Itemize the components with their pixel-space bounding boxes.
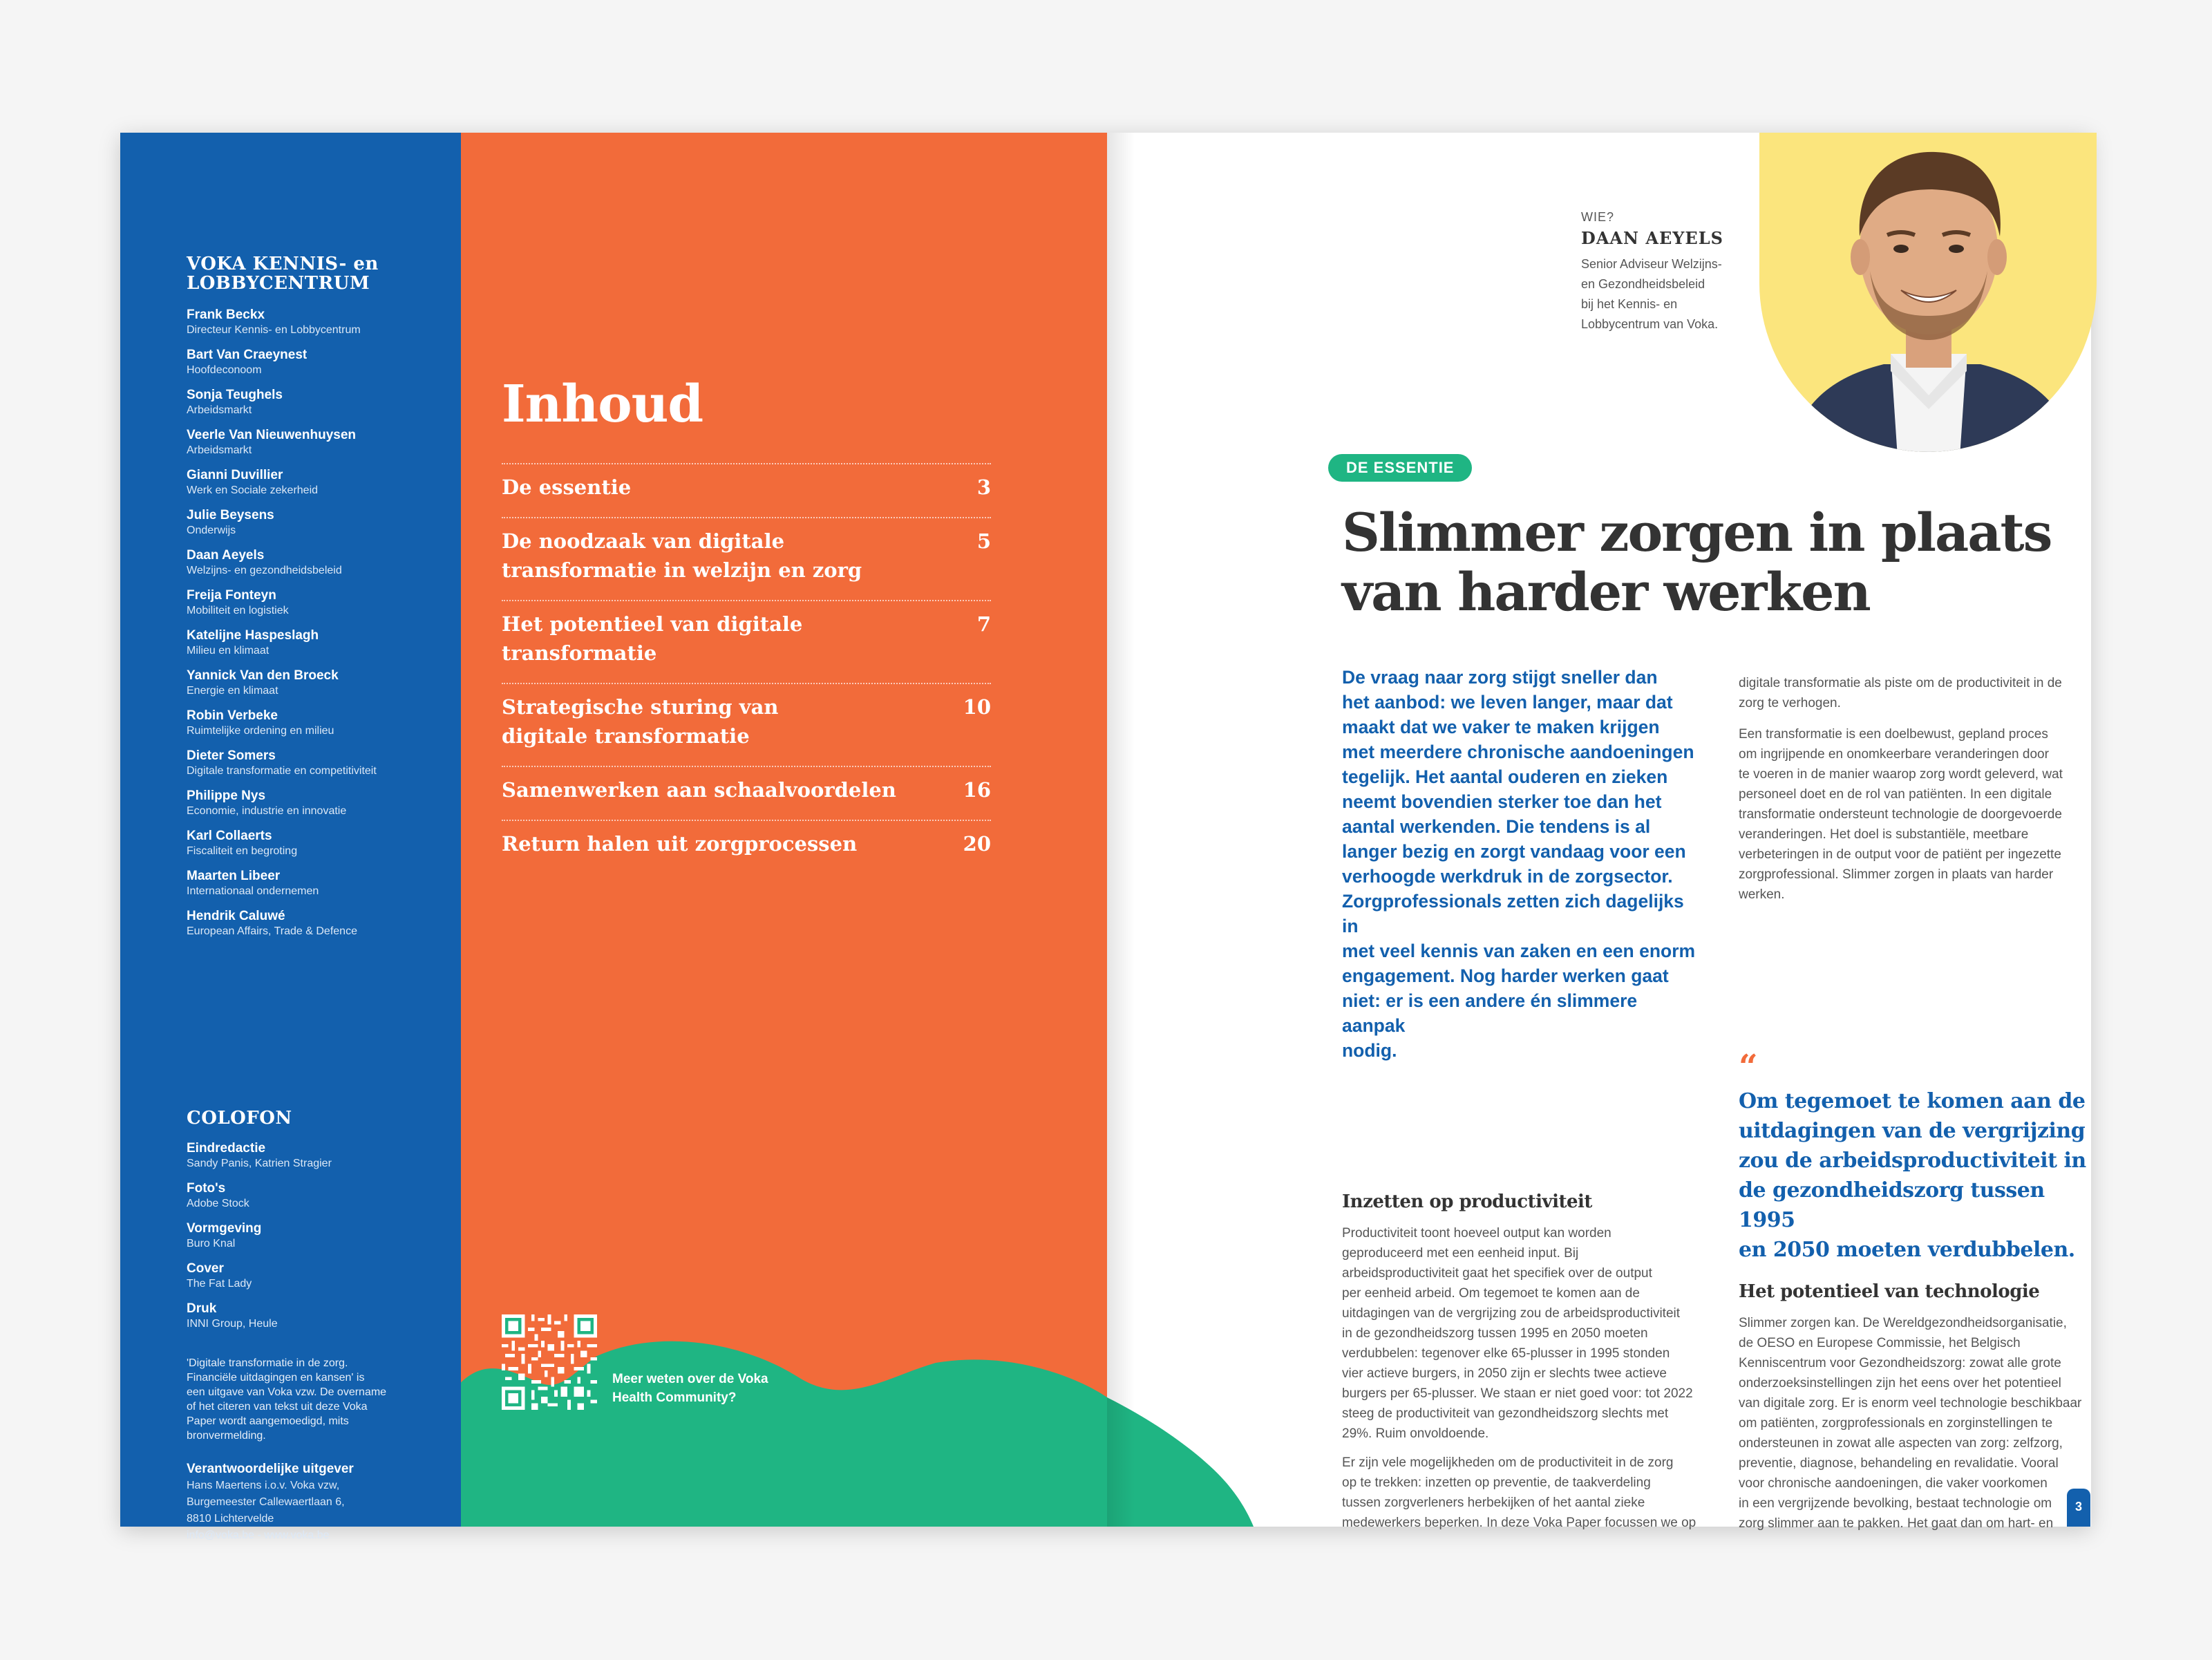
toc-item[interactable] [502, 463, 991, 517]
colofon-entry: Foto's Adobe Stock [187, 1181, 249, 1209]
team-member: Julie Beysens Onderwijs [187, 508, 274, 536]
team-member: Gianni Duvillier Werk en Sociale zekerheid [187, 468, 319, 496]
toc-item[interactable] [502, 600, 991, 683]
body-paragraph: Een transformatie is een doelbewust, gepland proces om ingrijpende en onomkeerbare veranderingen door te voeren in de manier waarop zorg wordt geleverd, wat personeel doet en de rol van patiënten. In een digitale transformatie ondersteunt technologie de doorgevoerde veranderingen. Het doel is substantiële, meetbare verbeteringen in de output voor de patiënt per ingezette zorgprofessional. Slimmer zorgen in plaats van harder werken. [1739, 727, 2063, 902]
toc-item-label: Het potentieel van digitale transformatie [502, 612, 803, 665]
team-member: Dieter Somers Digitale transformatie en competitiviteit [187, 748, 377, 777]
section-tag: DE ESSENTIE [1328, 454, 1472, 482]
team-member: Daan Aeyels Welzijns- en gezondheidsbeleid [187, 548, 342, 576]
article-headline: Slimmer zorgen in plaats van harder werken [1342, 502, 2052, 623]
toc-item-page: 5 [976, 529, 991, 553]
team-member: Robin Verbeke Ruimtelijke ordening en milieu [187, 708, 334, 737]
author-portrait [1759, 133, 2097, 452]
colofon-entry: Eindredactie Sandy Panis, Katrien Stragier [187, 1141, 332, 1169]
colofon-entry: Cover The Fat Lady [187, 1261, 252, 1290]
author-role: Senior Adviseur Welzijns- en Gezondheidsbeleid bij het Kennis- en Lobbycentrum van Voka. [1581, 257, 1722, 331]
pull-quote: Om tegemoet te komen aan de uitdagingen van de vergrijzing zou de arbeidsproductiviteit in de gezondheidszorg tussen 1995 en 2050 moeten verdubbelen. [1739, 1089, 2086, 1262]
gutter-shadow [1107, 133, 1135, 1527]
team-member: Katelijne Haspeslagh Milieu en klimaat [187, 628, 319, 657]
page-number: 3 [2067, 1489, 2090, 1527]
team-list [187, 307, 435, 948]
qr-code-icon[interactable] [502, 1314, 597, 1410]
colofon-entry: Druk INNI Group, Heule [187, 1301, 278, 1330]
team-member: Frank Beckx Directeur Kennis- en Lobbycentrum [187, 308, 361, 336]
brochure-spread [120, 133, 2091, 1541]
body-paragraph: digitale transformatie als piste om de productiviteit in de zorg te verhogen. [1739, 676, 2062, 710]
author-name: DAAN AEYELS [1581, 228, 1723, 248]
team-member: Yannick Van den Broeck Energie en klimaat [187, 668, 339, 697]
toc-item-label: Samenwerken aan schaalvoordelen [502, 778, 896, 802]
toc-item-page: 16 [963, 778, 991, 802]
body-paragraph: Er zijn vele mogelijkheden om de productiviteit in de zorg op te trekken: inzetten op preventie, de taakverdeling tussen zorgverleners herbekijken of het aantal zieke medewerkers beperken. In deze Voka Paper focussen we op [1342, 1455, 1696, 1530]
toc-item-label: Return halen uit zorgprocessen [502, 832, 858, 856]
toc-item-label: De noodzaak van digitale transformatie in welzijn en zorg [502, 529, 862, 582]
toc-item-page: 20 [963, 832, 991, 856]
toc-item[interactable] [502, 683, 991, 766]
body-paragraph: Productiviteit toont hoeveel output kan worden geproduceerd met een eenheid input. Bij arbeidsproductiviteit gaat het specifiek over de output per eenheid arbeid. Om tegemoet te komen aan de uitdagingen van de vergrijzing zou de arbeidsproductiviteit in de gezondheidszorg tussen 1995 en 2050 moeten verdubbelen: tegenover elke 65-plusser in 1995 stonden vier actieve burgers, in 2050 zijn er slechts twee actieve burgers per 65-plusser. We staan er niet goed voor: tot 2022 steeg de productiviteit van gezondheidszorg slechts met 29%. Ruim onvoldoende. [1342, 1226, 1693, 1441]
toc-item-page: 7 [976, 612, 991, 636]
qr-caption: Meer weten over de Voka Health Community? [612, 1372, 768, 1405]
section-heading: Inzetten op productiviteit [1342, 1191, 1592, 1212]
toc-title: Inhoud [502, 375, 703, 434]
left-page [120, 133, 1107, 1541]
copyright-note: 'Digitale transformatie in de zorg. Financiële uitdagingen en kansen' is een uitgave van Voka vzw. De overname of het citeren van tekst uit deze Voka Paper wordt aangemoedigd, mits bronvermelding. [187, 1357, 387, 1442]
section-heading: Het potentieel van technologie [1739, 1281, 2040, 1302]
toc-item-label: De essentie [502, 475, 632, 499]
team-heading: VOKA KENNIS- en LOBBYCENTRUM [187, 254, 379, 294]
team-member: Bart Van Craeynest Hoofdeconoom [187, 348, 308, 376]
toc-item-page: 3 [976, 475, 991, 499]
colofon-list [187, 1140, 435, 1341]
toc-item[interactable] [502, 766, 991, 820]
toc-item[interactable] [502, 820, 991, 874]
toc-item-label: Strategische sturing van digitale transformatie [502, 695, 779, 748]
team-member: Veerle Van Nieuwenhuysen Arbeidsmarkt [187, 428, 356, 456]
colofon-entry: Vormgeving Buro Knal [187, 1221, 262, 1249]
quote-icon: “ [1739, 1048, 1758, 1086]
team-member: Philippe Nys Economie, industrie en innovatie [187, 789, 347, 817]
article-lede: De vraag naar zorg stijgt sneller dan het aanbod: we leven langer, maar dat maakt dat we vaker te maken krijgen met meerdere chronische aandoeningen tegelijk. Het aantal ouderen en zieken neemt bovendien sterker toe dan het aantal werkenden. Die tendens is al langer bezig en zorgt vandaag voor een verhoogde werkdruk in de zorgsector. Zorgprofessionals zetten zich dagelijks in met veel kennis van zaken en een enorm engagement. Nog harder werken gaat niet: er is een andere én slimmere aanpak nodig. [1342, 667, 1696, 1061]
body-paragraph: Slimmer zorgen kan. De Wereldgezondheidsorganisatie, de OESO en Europese Commissie, het Belgisch Kenniscentrum voor Gezondheidszorg: zowat alle grote onderzoeksinstellingen zijn het eens over het potentieel van digitale zorg. Er is enorm veel technologie beschikbaar om patiënten, zorgprofessionals en zorginstellingen te ondersteunen in zowat alle aspecten van zorg: zelfzorg, preventie, diagnose, behandeling en revalidatie. Vooral voor chronische aandoeningen, die vaker voorkomen in een vergrijzende bevolking, bestaat technologie om zorg slimmer aan te pakken. Het gaat dan om hart- en [1739, 1316, 2082, 1531]
publisher-block: Verantwoordelijke uitgever Hans Maertens i.o.v. Voka vzw, Burgemeester Callewaertlaan 6, 8810 Lichtervelde info@voka.be - www.voka.be [187, 1462, 354, 1541]
team-sidebar [120, 133, 461, 1541]
toc-item-page: 10 [963, 695, 991, 719]
team-member: Karl Collaerts Fiscaliteit en begroting [187, 829, 298, 857]
who-label: WIE? [1581, 210, 1615, 224]
team-member: Hendrik Caluwé European Affairs, Trade & Defence [187, 909, 357, 937]
right-page [1107, 133, 2091, 1531]
toc-item[interactable] [502, 517, 991, 600]
team-member: Sonja Teughels Arbeidsmarkt [187, 388, 283, 416]
team-member: Freija Fonteyn Mobiliteit en logistiek [187, 588, 289, 616]
colofon-heading: COLOFON [187, 1108, 292, 1129]
team-member: Maarten Libeer Internationaal ondernemen [187, 869, 319, 897]
